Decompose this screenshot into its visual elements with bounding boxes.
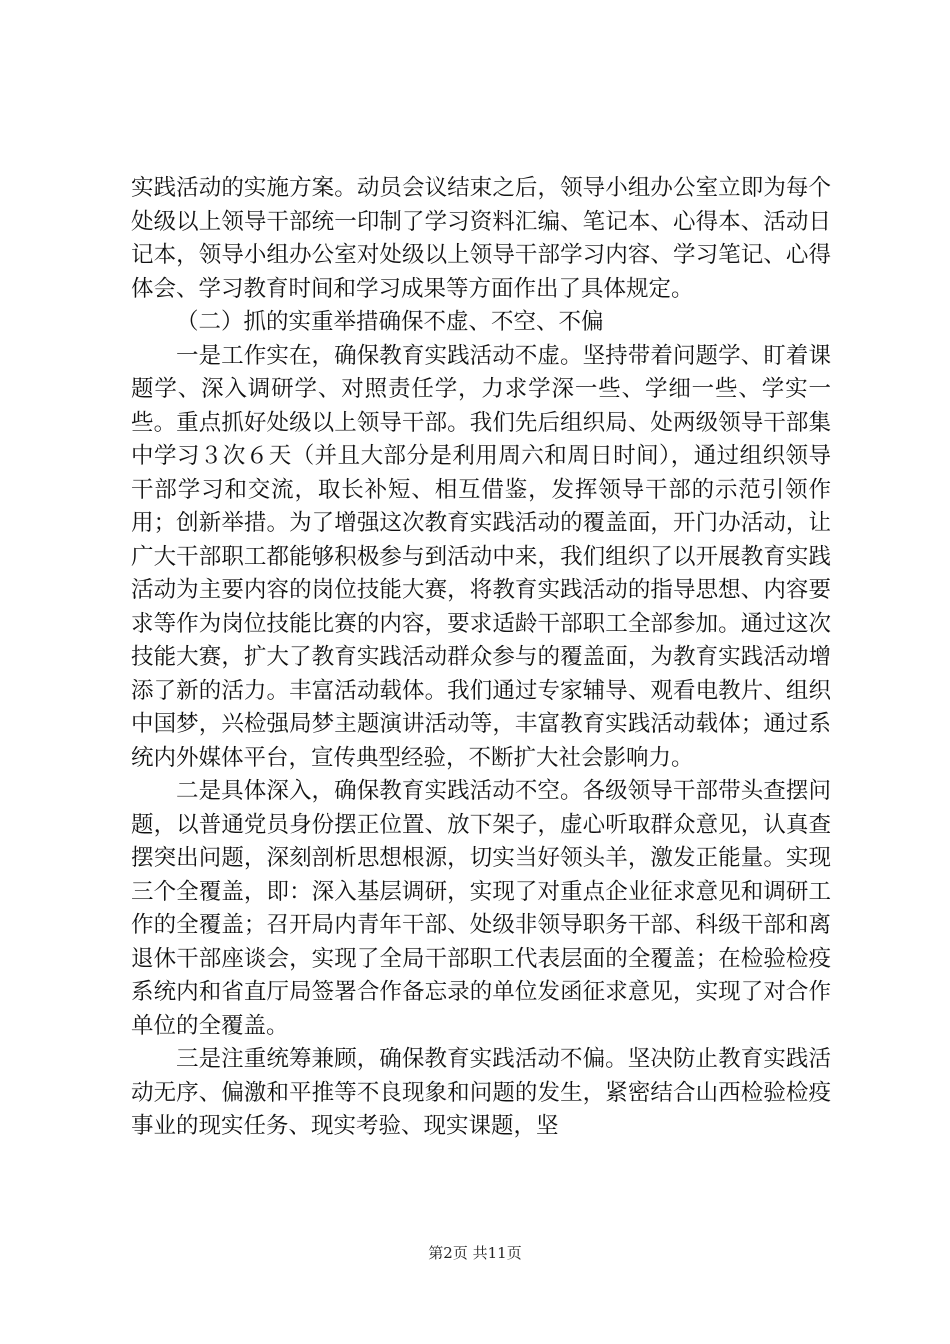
section-heading: （二）抓的实重举措确保不虚、不空、不偏 [176,309,604,335]
document-body [131,172,831,1144]
paragraph-overall-planning: 三是注重统筹兼顾，确保教育实践活动不偏。坚决防止教育实践活动无序、偏激和平推等不良现象和问题的发生，紧密结合山西检验检疫事业的现实任务、现实考验、现实课题，坚 [131,1046,831,1139]
paragraph-work-substantive: 一是工作实在，确保教育实践活动不虚。坚持带着问题学、盯着课题学、深入调研学、对照责任学，力求学深一些、学细一些、学实一些。重点抓好处级以上领导干部。我们先后组织局、处两级领导干部集中学习３次６天（并且大部分是利用周六和周日时间），通过组织领导干部学习和交流，取长补短、相互借鉴，发挥领导干部的示范引领作用；创新举措。为了增强这次教育实践活动的覆盖面，开门办活动，让广大干部职工都能够积极参与到活动中来，我们组织了以开展教育实践活动为主要内容的岗位技能大赛，将教育实践活动的指导思想、内容要求等作为岗位技能比赛的内容，要求适龄干部职工全部参加。通过这次技能大赛，扩大了教育实践活动群众参与的覆盖面，为教育实践活动增添了新的活力。丰富活动载体。我们通过专家辅导、观看电教片、组织中国梦，兴检强局梦主题演讲活动等，丰富教育实践活动载体；通过系统内外媒体平台，宣传典型经验，不断扩大社会影响力。 [131,342,831,771]
paragraph-continuation: 实践活动的实施方案。动员会议结束之后，领导小组办公室立即为每个处级以上领导干部统一印制了学习资料汇编、笔记本、心得本、活动日记本，领导小组办公室对处级以上领导干部学习内容、学习笔记、心得体会、学习教育时间和学习成果等方面作出了具体规定。 [131,175,831,302]
paragraph-concrete-in-depth: 二是具体深入，确保教育实践活动不空。各级领导干部带头查摆问题，以普通党员身份摆正位置、放下架子，虚心听取群众意见，认真查摆突出问题，深刻剖析思想根源，切实当好领头羊，激发正能量。实现三个全覆盖，即：深入基层调研，实现了对重点企业征求意见和调研工作的全覆盖；召开局内青年干部、处级非领导职务干部、科级干部和离退休干部座谈会，实现了全局干部职工代表层面的全覆盖；在检验检疫系统内和省直厅局签署合作备忘录的单位发函征求意见，实现了对合作单位的全覆盖。 [131,778,831,1039]
page-number-footer: 第2页 共11页 [428,1244,522,1262]
